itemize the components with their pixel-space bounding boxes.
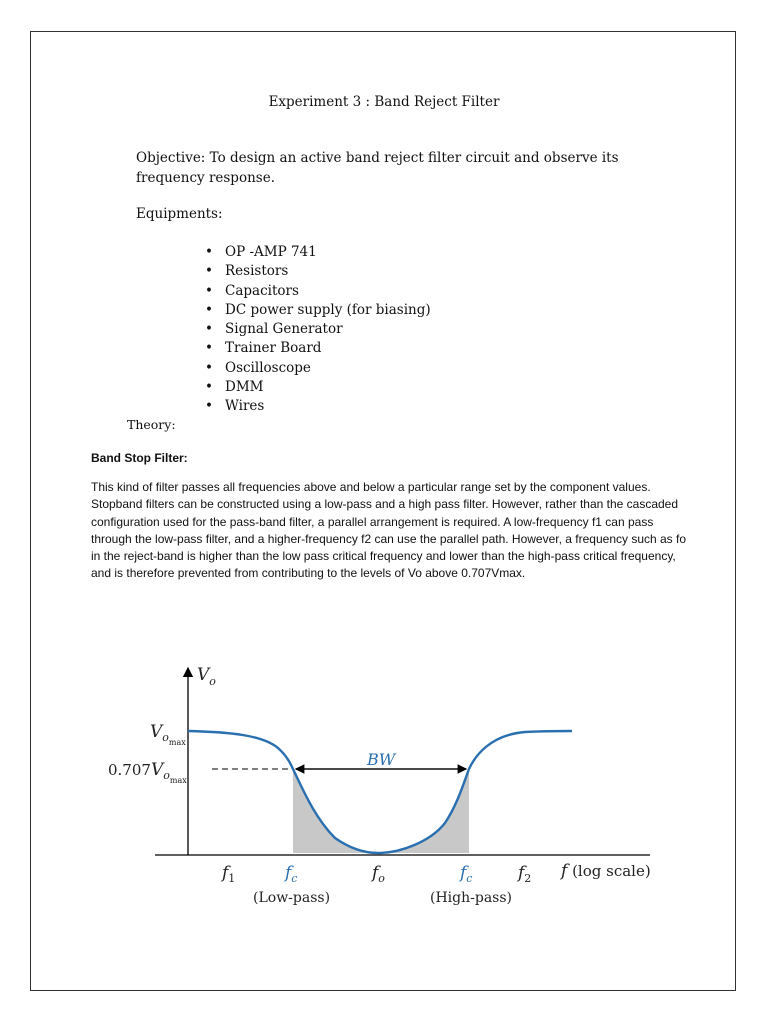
bandwidth-label: BW: [367, 750, 396, 769]
section-heading: Band Stop Filter:: [91, 451, 188, 465]
bullet-icon: •: [205, 301, 213, 318]
y-axis-label: $V_o$: [197, 665, 216, 688]
equipment-item: Resistors: [225, 263, 289, 280]
equipment-item: Wires: [225, 398, 265, 415]
bullet-icon: •: [205, 321, 213, 338]
theory-paragraph: This kind of filter passes all frequencies above and below a particular range set by the component values. Stopband filters can be constructed using a low-pass and a high pass filter. However, rather than the cascaded configuration used for the pass-band filter, a parallel arrangement is required. A low-frequency f1 can pass through the low-pass filter, and a higher-frequency f2 can use the parallel path. However, a frequency such as fo in the reject-band is higher than the low pass critical frequency and lower than the high-pass critical frequency, and is therefore prevented from contributing to the levels of Vo above 0.707Vmax.: [91, 480, 687, 581]
objective-text: Objective: To design an active band reject filter circuit and observe its frequency response.: [136, 150, 619, 186]
frequency-axis-label: f (log scale): [561, 861, 651, 881]
equipment-item: DC power supply (for biasing): [225, 301, 431, 318]
f2-label: $f_2$: [518, 863, 532, 885]
fo-label: $f_o$: [372, 863, 385, 885]
equipment-item: DMM: [225, 379, 264, 396]
bullet-icon: •: [205, 379, 213, 396]
vmax-label: $V_{omax}$: [150, 722, 186, 747]
equipment-item: Capacitors: [225, 282, 299, 299]
bullet-icon: •: [205, 244, 213, 260]
document-title: Experiment 3 : Band Reject Filter: [268, 94, 500, 110]
equipment-item: Oscilloscope: [225, 359, 311, 376]
fc-high-label: $f_c$: [460, 863, 473, 885]
bullet-icon: •: [205, 398, 213, 415]
low-pass-shaded-region: [293, 769, 378, 853]
bullet-icon: •: [205, 282, 213, 299]
fc-low-label: $f_c$: [285, 863, 298, 885]
low-pass-label: (Low-pass): [253, 890, 331, 906]
equipments-heading: Equipments:: [136, 206, 223, 222]
f1-label: $f_1$: [222, 863, 236, 885]
equipment-item: Trainer Board: [225, 340, 322, 357]
bullet-icon: •: [205, 359, 213, 376]
bullet-icon: •: [205, 263, 213, 280]
equipment-item: Signal Generator: [225, 321, 343, 338]
equipment-item: OP -AMP 741: [225, 244, 317, 260]
high-pass-label: (High-pass): [430, 890, 512, 906]
bullet-icon: •: [205, 340, 213, 357]
v707-label: $0.707V_{omax}$: [108, 760, 187, 785]
theory-heading: Theory:: [127, 417, 176, 432]
